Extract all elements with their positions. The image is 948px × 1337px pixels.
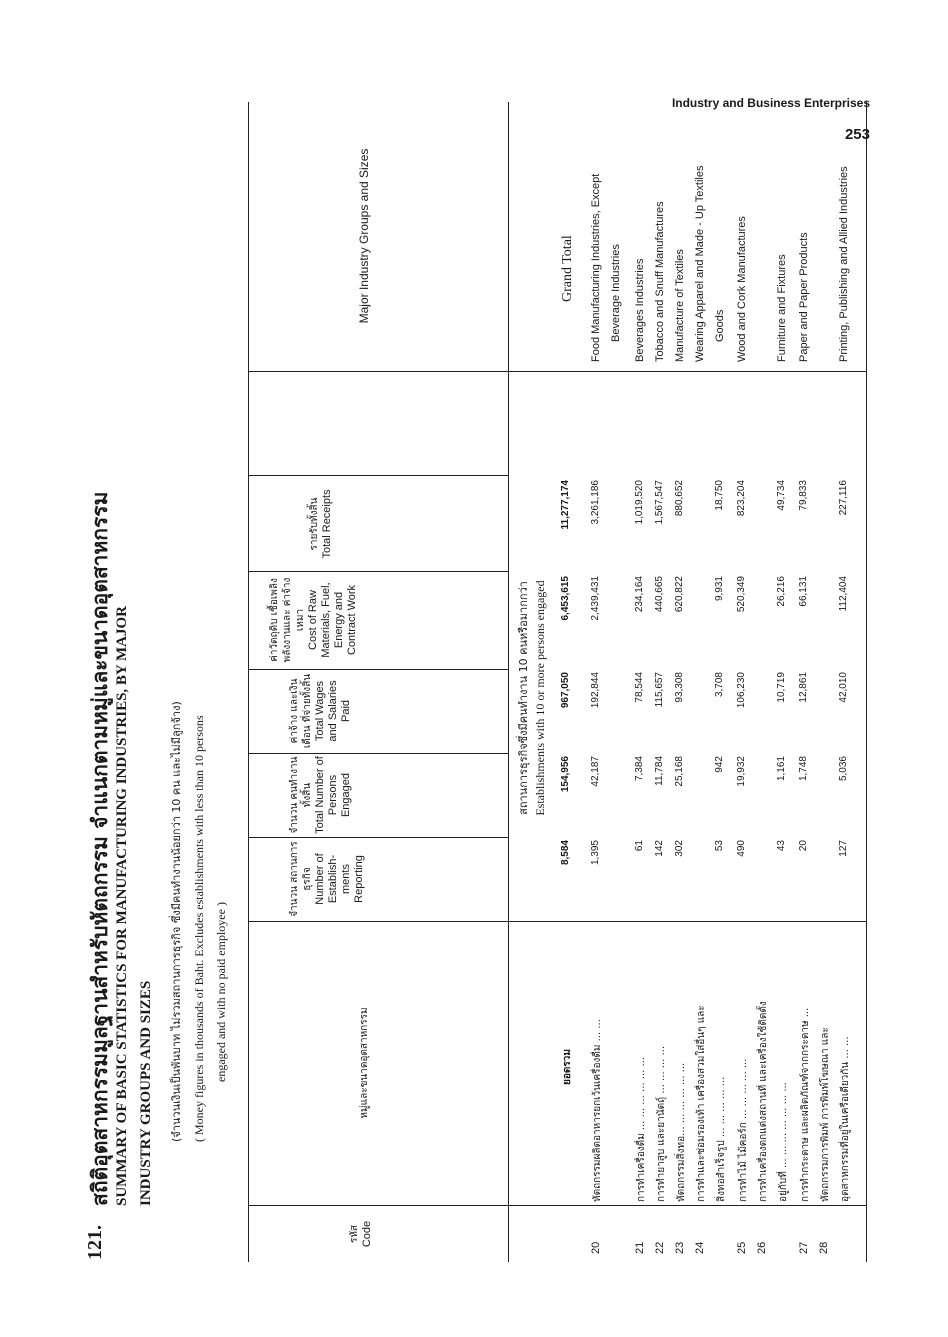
statistics-table: [248, 102, 868, 1262]
row-cost-value: 520,349: [736, 576, 747, 613]
row-cost-value: 9,931: [714, 576, 725, 602]
header-code-en: Code: [361, 1220, 373, 1248]
header-bottom-rule: [508, 102, 509, 1262]
row-persons-value: 5,036: [838, 756, 849, 782]
row-est-value: 53: [714, 840, 725, 852]
row-english-name: Beverages Industries: [634, 258, 646, 362]
note-english-1: ( Money figures in thousands of Baht. Excludes establishments with less than 10 persons: [192, 715, 206, 1142]
header-wages: [288, 672, 353, 750]
row-code: 20: [590, 1241, 602, 1254]
row-receipts-value: 823,204: [736, 480, 747, 517]
table-row: [798, 102, 816, 1262]
note-english-2: engaged and with no paid employee ): [214, 902, 228, 1082]
header-receipts: [308, 478, 334, 570]
row-wages-value: 967,050: [560, 672, 571, 709]
row-wages-value: 192,844: [590, 672, 601, 709]
row-est-value: 490: [736, 840, 747, 857]
row-persons-value: 11,784: [654, 756, 665, 786]
row-est-value: 8,584: [560, 840, 571, 866]
money-note: [166, 322, 232, 1142]
row-est-value: 20: [798, 840, 809, 852]
note-thai: (จำนวนเงินเป็นพันบาท ไม่รวมสถานการธุรกิจ ซึ่งมีคนทำงานน้อยกว่า 10 คน และไม่มีลูกจ้าง): [170, 701, 183, 1142]
row-thai-name: ยอดรวม: [562, 1049, 573, 1085]
row-thai-name: การทำไม้ ไม้คอร์ก ... ... ... ... ...: [738, 1058, 749, 1202]
row-persons-value: 7,384: [634, 756, 645, 782]
table-bottom-rule: [866, 102, 867, 1262]
header-wages-en: Total Wages and Salaries Paid: [314, 680, 352, 742]
row-code: 24: [694, 1241, 706, 1254]
row-thai-name: สิ่งทอสำเร็จรูป ... ... ... ... ...: [716, 1076, 727, 1202]
row-wages-value: 78,544: [634, 672, 645, 703]
row-thai-name: อยู่กับที่ ... ... ... ... ... ... ...: [778, 1082, 789, 1202]
row-receipts-value: 18,750: [714, 480, 725, 511]
row-code: 21: [634, 1241, 646, 1254]
row-thai-name: หัตถกรรมการพิมพ์ การพิมพ์โฆษณา และ: [820, 1027, 831, 1202]
row-english-name: Wood and Cork Manufactures: [736, 216, 748, 362]
header-group-th-text: หมู่และขนาดอุตสาหกรรม: [359, 1007, 370, 1119]
title-english-line2: INDUSTRY GROUPS AND SIZES: [138, 980, 154, 1206]
row-est-value: 61: [634, 840, 645, 852]
row-code: 22: [654, 1241, 666, 1254]
table-row: [818, 102, 836, 1262]
table-row: [694, 102, 712, 1262]
section-thai: สถานการธุรกิจซึ่งมีคนทำงาน 10 คนหรือมากกว่า: [517, 581, 530, 815]
row-english-name: Manufacture of Textiles: [674, 249, 686, 362]
header-receipts-th: รายรับทั้งสิ้น: [309, 497, 320, 551]
row-receipts-value: 1,567,547: [654, 480, 665, 525]
table-row: [610, 102, 628, 1262]
row-wages-value: 10,719: [776, 672, 787, 703]
header-cost-th: ค่าวัตถุดิบ เชื้อเพลิง พลังงานและ ค่าจ้างเหมา: [269, 577, 306, 663]
table-row: [714, 102, 732, 1262]
row-receipts-value: 3,261,186: [590, 480, 601, 525]
row-english-name: Food Manufacturing Industries, Except: [590, 173, 602, 362]
header-receipts-en: Total Receipts: [321, 489, 333, 559]
table-row: [756, 102, 774, 1262]
header-group-en: Major Industry Groups and Sizes: [357, 148, 371, 324]
col-divider-4: [248, 571, 508, 572]
row-thai-name: การทำเครื่องตกแต่งสถานที่ และเครื่องใช้ติดตั้ง: [758, 1001, 769, 1202]
grand-total-row: [560, 102, 578, 1262]
title-thai: สถิติอุตสาหกรรมมูลฐานสำหรับหัตถกรรม จำแนกตามหมู่และขนาดอุตสาหกรรม: [88, 491, 112, 1206]
row-cost-value: 620,822: [674, 576, 685, 613]
row-cost-value: 2,439,431: [590, 576, 601, 621]
title-block: [78, 102, 228, 1262]
row-english-name: Printing, Publishing and Allied Industries: [838, 166, 850, 362]
header-establishments: [288, 840, 366, 918]
table-row: [736, 102, 754, 1262]
row-persons-value: 1,161: [776, 756, 787, 782]
col-divider-1: [248, 837, 508, 838]
table-row: [674, 102, 692, 1262]
table-row: [776, 102, 794, 1262]
row-persons-value: 25,168: [674, 756, 685, 787]
row-est-value: 43: [776, 840, 787, 852]
title-english-line1: SUMMARY OF BASIC STATISTICS FOR MANUFACTURING INDUSTRIES, BY MAJOR: [114, 606, 130, 1206]
row-cost-value: 234,164: [634, 576, 645, 613]
page-header: Industry and Business Enterprises: [671, 96, 870, 110]
row-receipts-value: 79,833: [798, 480, 809, 511]
row-persons-value: 154,956: [560, 756, 571, 793]
title-english: [110, 346, 158, 1206]
row-est-value: 142: [654, 840, 665, 857]
row-persons-value: 42,187: [590, 756, 601, 787]
row-english-name: Furniture and Fixtures: [776, 254, 788, 362]
table-row: [590, 102, 608, 1262]
row-english-name: Wearing Apparel and Made - Up Textiles: [694, 165, 706, 362]
row-english-name: Goods: [714, 309, 726, 342]
row-thai-name: การทำกระดาษ และผลิตภัณฑ์จากกระดาษ ...: [800, 1007, 811, 1202]
header-wages-th: ค่าจ้าง และเงินเดือน ที่จ่ายทั้งสิ้น: [289, 673, 313, 749]
header-establishments-th: จำนวน สถานการ ธุรกิจ: [289, 841, 313, 917]
row-receipts-value: 49,734: [776, 480, 787, 511]
row-english-name: Grand Total: [560, 235, 575, 302]
table-row: [838, 102, 856, 1262]
header-code-th: รหัส: [349, 1224, 360, 1244]
row-persons-value: 1,748: [798, 756, 809, 782]
row-est-value: 302: [674, 840, 685, 857]
col-divider-5: [248, 475, 508, 476]
header-establishments-en: Number of Establish- ments Reporting: [314, 853, 365, 905]
header-persons: [288, 756, 353, 834]
row-receipts-value: 227,116: [838, 480, 849, 516]
row-wages-value: 106,230: [736, 672, 747, 709]
row-thai-name: การทำยาสูบ และยานัตถุ์ ... ... ... ...: [656, 1045, 667, 1202]
table-number: 121.: [84, 1225, 106, 1260]
row-code: 28: [818, 1241, 830, 1254]
row-wages-value: 115,657: [654, 672, 665, 708]
header-group-th: [358, 924, 371, 1202]
header-persons-th: จำนวน คนทำงาน ทั้งสิ้น: [289, 756, 313, 834]
row-wages-value: 12,861: [798, 672, 809, 703]
header-cost-en: Cost of Raw Materials, Fuel, Energy and Contract Work: [307, 582, 358, 658]
header-code: [348, 1208, 374, 1260]
row-thai-name: การทำและซ่อมรองเท้า เครื่องสวมใส่อื่นๆ และ: [696, 1005, 707, 1202]
row-wages-value: 3,708: [714, 672, 725, 698]
col-divider-2: [248, 753, 508, 754]
row-english-name: Tobacco and Snuff Manufactures: [654, 201, 666, 362]
row-receipts-value: 1,019,520: [634, 480, 645, 525]
row-code: 25: [736, 1241, 748, 1254]
col-divider-3: [248, 669, 508, 670]
row-code: 26: [756, 1241, 768, 1254]
row-est-value: 127: [838, 840, 849, 857]
row-cost-value: 112,404: [838, 576, 849, 612]
row-persons-value: 942: [714, 756, 725, 773]
table-row: [654, 102, 672, 1262]
row-thai-name: การทำเครื่องดื่ม ... ... ... ... ... ...: [636, 1057, 647, 1202]
row-wages-value: 93,308: [674, 672, 685, 703]
section-heading: [516, 478, 548, 918]
row-english-name: Beverage Industries: [610, 244, 622, 342]
page-number: 253: [844, 126, 870, 143]
row-thai-name: อุตสาหกรรมที่อยู่ในเครือเดียวกัน ... ...: [840, 1036, 851, 1202]
section-english: Establishments with 10 or more persons engaged: [533, 580, 547, 816]
row-receipts-value: 11,277,174: [560, 480, 571, 530]
row-cost-value: 6,453,615: [560, 576, 571, 621]
row-thai-name: หัตถกรรมสิ่งทอ... ... ... ... ... ...: [676, 1062, 687, 1202]
row-cost-value: 26,216: [776, 576, 787, 607]
row-receipts-value: 880,652: [674, 480, 685, 517]
row-persons-value: 19,932: [736, 756, 747, 787]
rotated-table-page: [78, 102, 878, 1262]
header-persons-en: Total Number of Persons Engaged: [314, 756, 352, 834]
row-code: 27: [798, 1241, 810, 1254]
table-row: [634, 102, 652, 1262]
row-thai-name: หัตถกรรมผลิตอาหารยกเว้นเครื่องดื่ม ... ...: [592, 1019, 603, 1202]
row-wages-value: 42,010: [838, 672, 849, 703]
row-cost-value: 66,131: [798, 576, 809, 607]
row-english-name: Paper and Paper Products: [798, 232, 810, 362]
header-cost: [268, 574, 359, 666]
row-est-value: 1,395: [590, 840, 601, 866]
row-code: 23: [674, 1241, 686, 1254]
row-cost-value: 440,665: [654, 576, 665, 613]
table-top-rule: [248, 102, 249, 1262]
